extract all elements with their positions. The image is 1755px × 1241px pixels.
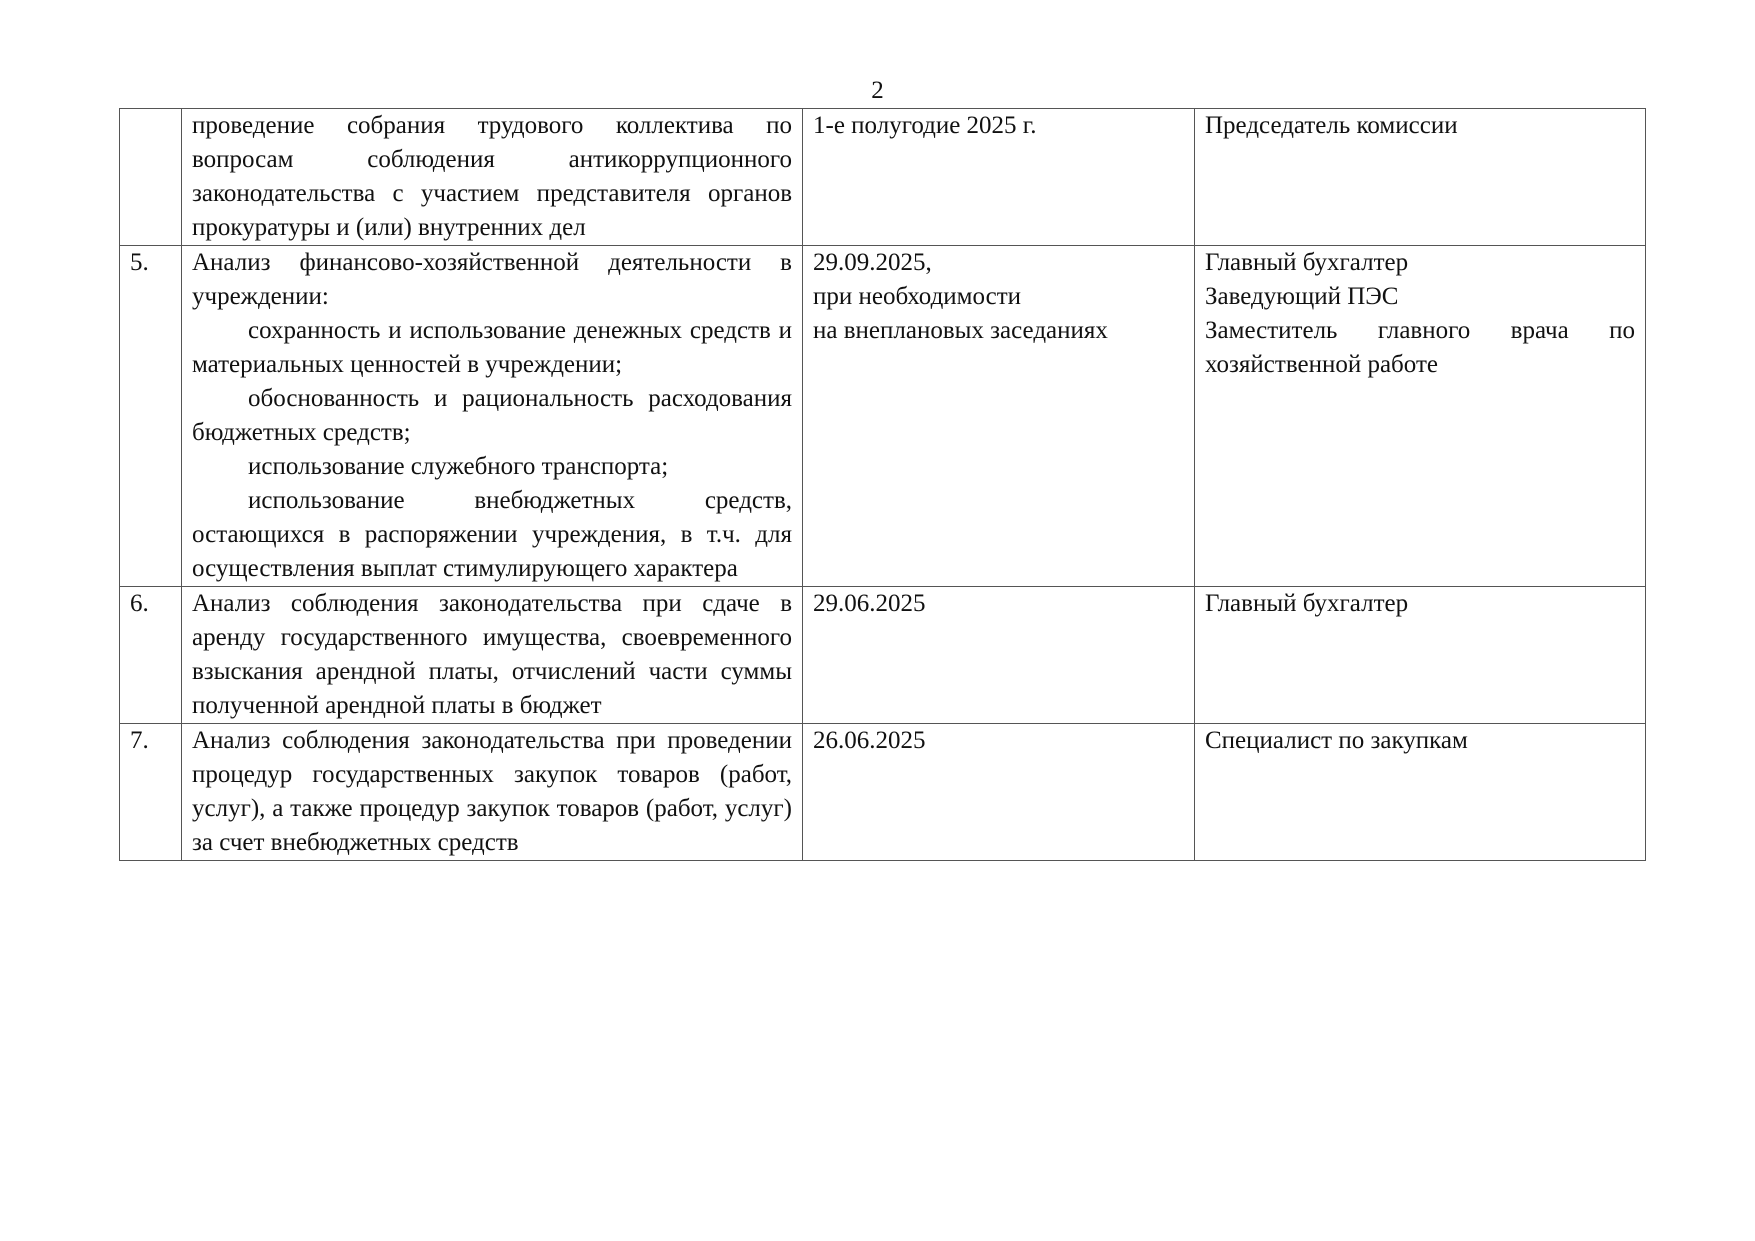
- responsible-cell: [1195, 587, 1646, 724]
- description-cell: [182, 246, 803, 587]
- description-line: проведение собрания трудового коллектива по вопросам соблюдения антикоррупционного законодательства с участием представителя органов прокуратуры и (или) внутренних дел: [192, 112, 792, 241]
- responsible-cell: [1195, 724, 1646, 861]
- date-line: 1-е полугодие 2025 г.: [813, 112, 1037, 139]
- description-line: Анализ соблюдения законодательства при проведении процедур государственных закупок товаров (работ, услуг), а также процедур закупок товаров (работ, услуг) за счет внебюджетных средств: [192, 727, 792, 856]
- row-number-cell: 6.: [120, 587, 182, 724]
- measures-table: [119, 108, 1646, 861]
- table-row: [120, 246, 1646, 587]
- table-row: [120, 587, 1646, 724]
- description-line: сохранность и использование денежных средств и материальных ценностей в учреждении;: [192, 317, 792, 378]
- row-number-cell: 7.: [120, 724, 182, 861]
- description-line: использование служебного транспорта;: [248, 453, 669, 480]
- description-cell: [182, 109, 803, 246]
- date-line: при необходимости: [813, 283, 1022, 310]
- table-row: [120, 724, 1646, 861]
- description-line: использование внебюджетных средств, остающихся в распоряжении учреждения, в т.ч. для осуществления выплат стимулирующего характера: [192, 487, 792, 582]
- responsible-cell: [1195, 109, 1646, 246]
- row-number-cell: [120, 109, 182, 246]
- responsible-line: Председатель комиссии: [1205, 112, 1458, 139]
- responsible-line: Главный бухгалтер: [1205, 590, 1409, 617]
- date-line: 29.09.2025,: [813, 249, 932, 276]
- description-cell: [182, 724, 803, 861]
- responsible-line: Заместитель главного врача по хозяйственной работе: [1205, 317, 1635, 378]
- row-number-cell: 5.: [120, 246, 182, 587]
- description-line: Анализ соблюдения законодательства при сдаче в аренду государственного имущества, своевременного взыскания арендной платы, отчислений части суммы полученной арендной платы в бюджет: [192, 590, 792, 719]
- table-row: [120, 109, 1646, 246]
- date-line: 29.06.2025: [813, 590, 926, 617]
- responsible-line: Главный бухгалтер: [1205, 249, 1409, 276]
- date-cell: [803, 109, 1195, 246]
- date-cell: [803, 246, 1195, 587]
- description-cell: [182, 587, 803, 724]
- date-cell: [803, 587, 1195, 724]
- responsible-line: Специалист по закупкам: [1205, 727, 1468, 754]
- date-line: 26.06.2025: [813, 727, 926, 754]
- description-line: Анализ финансово-хозяйственной деятельности в учреждении:: [192, 249, 792, 310]
- responsible-cell: [1195, 246, 1646, 587]
- description-line: обоснованность и рациональность расходования бюджетных средств;: [192, 385, 792, 446]
- page-number: 2: [871, 77, 884, 104]
- date-line: на внеплановых заседаниях: [813, 317, 1108, 344]
- responsible-line: Заведующий ПЭС: [1205, 283, 1399, 310]
- date-cell: [803, 724, 1195, 861]
